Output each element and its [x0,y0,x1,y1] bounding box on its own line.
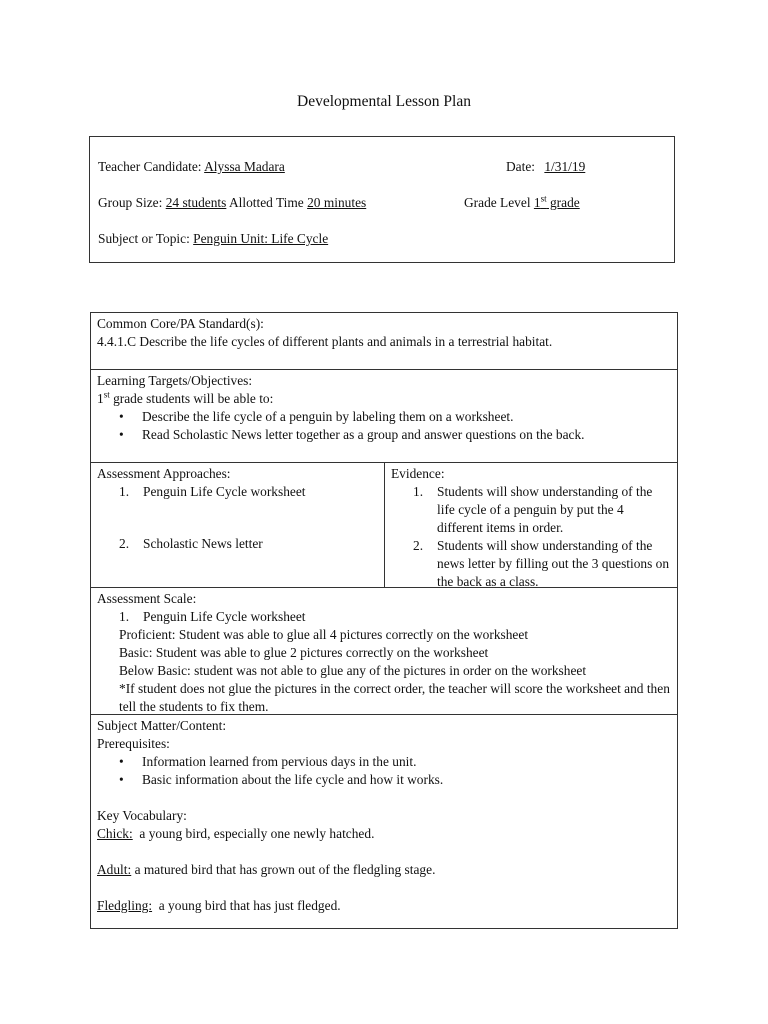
evidence-list [391,483,671,591]
date-value: 1/31/19 [544,159,586,174]
objectives-intro: 1st grade students will be able to: [97,389,274,406]
content-heading: Subject Matter/Content: [97,718,227,733]
time-value: 20 minutes [307,195,367,210]
standards-heading: Common Core/PA Standard(s): [97,316,264,331]
prereq-heading: Prerequisites: [97,736,170,751]
header-box [89,136,675,263]
objectives-section [91,369,677,462]
grade-label: Grade Level [464,195,531,210]
assessment-scale-section [91,587,677,714]
list-item: 1. Penguin Life Cycle worksheet [119,609,306,624]
group-line [98,195,366,211]
list-item: 1. Penguin Life Cycle worksheet [119,484,306,499]
list-item: 2. Students will show understanding of the news letter by filling out the 3 questions on the back as a class. [413,538,670,589]
scale-proficient: Proficient: Student was able to glue all 4 pictures correctly on the worksheet [119,627,529,642]
list-item: • Information learned from pervious days in the unit. [97,753,671,771]
evidence-column [385,463,677,587]
date-label: Date: [506,159,535,174]
list-item: 1. Students will show understanding of the life cycle of a penguin by put the 4 different items in order. [413,484,653,535]
list-item: • Read Scholastic News letter together as a group and answer questions on the back. [97,426,671,444]
teacher-value: Alyssa Madara [204,159,285,174]
subject-line [98,231,328,247]
teacher-label: Teacher Candidate: [98,159,202,174]
grade-line [464,195,580,211]
objectives-heading: Learning Targets/Objectives: [97,373,253,388]
page-title: Developmental Lesson Plan [297,93,471,110]
vocab-item-fledgling: Fledgling: a young bird that has just fledged. [97,898,341,913]
list-item: 2. Scholastic News letter [119,536,263,551]
date-line [506,159,585,175]
subject-value: Penguin Unit: Life Cycle [193,231,329,246]
time-label: Allotted Time [228,195,304,210]
assessment-section [91,462,677,587]
scale-note: *If student does not glue the pictures in the correct order, the teacher will score the worksheet and then tell the students to fix them. [119,681,670,714]
approaches-list [97,483,378,553]
group-label: Group Size: [98,195,163,210]
content-section [91,714,677,928]
evidence-heading: Evidence: [391,466,445,481]
group-value: 24 students [165,195,227,210]
objectives-list [97,408,671,444]
teacher-line [98,159,285,175]
list-item: • Basic information about the life cycle and how it works. [97,771,671,789]
vocab-item-adult: Adult: a matured bird that has grown out of the fledgling stage. [97,862,436,877]
approaches-heading: Assessment Approaches: [97,466,231,481]
vocab-item-chick: Chick: a young bird, especially one newly hatched. [97,826,375,841]
scale-below-basic: Below Basic: student was not able to glue any of the pictures in order on the worksheet [119,663,587,678]
approaches-column [91,463,385,587]
prereq-list [97,753,671,789]
scale-heading: Assessment Scale: [97,591,197,606]
scale-list [97,608,671,626]
lesson-table [90,312,678,929]
standards-text: 4.4.1.C Describe the life cycles of different plants and animals in a terrestrial habitat. [97,334,553,349]
standards-section [91,313,677,369]
subject-label: Subject or Topic: [98,231,190,246]
list-item: • Describe the life cycle of a penguin by labeling them on a worksheet. [97,408,671,426]
grade-value: 1st grade [533,193,580,210]
scale-basic: Basic: Student was able to glue 2 pictures correctly on the worksheet [119,645,489,660]
vocab-heading: Key Vocabulary: [97,808,187,823]
